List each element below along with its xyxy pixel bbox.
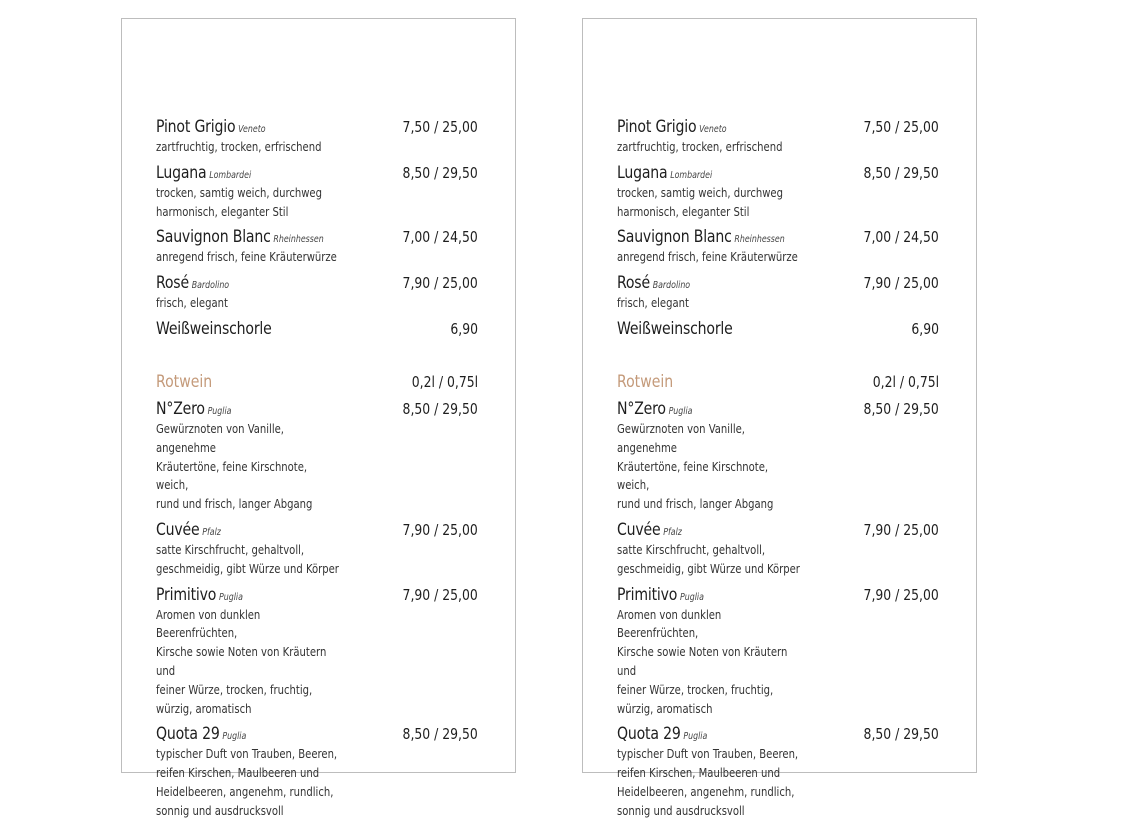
wine-origin: Puglia (668, 405, 693, 417)
wine-row (617, 273, 939, 294)
wine-description: trocken, samtig weich, durchweg harmonisch, eleganter Stil (156, 185, 322, 219)
wine-item (156, 163, 478, 222)
wine-origin: Puglia (683, 731, 708, 743)
wine-origin: Lombardei (670, 169, 713, 181)
wine-row (156, 319, 478, 340)
wine-name (156, 117, 266, 137)
wine-price: 7,90 / 25,00 (863, 585, 939, 604)
wine-description: zartfruchtig, trocken, erfrischend (617, 140, 783, 154)
wine-description: typischer Duft von Trauben, Beeren, reifen Kirschen, Maulbeeren und Heidelbeeren, angenehm, rundlich, sonnig und ausdrucksvoll (156, 747, 338, 818)
wine-price: 7,00 / 24,50 (402, 228, 478, 247)
wine-name-text: Rosé (617, 273, 650, 294)
wine-name-text: Sauvignon Blanc (617, 227, 732, 248)
wine-origin: Puglia (222, 731, 247, 743)
wine-row (156, 227, 478, 248)
wine-name-text: Lugana (156, 162, 207, 183)
wine-origin: Bardolino (191, 280, 230, 292)
wine-name-text: Weißweinschorle (156, 318, 272, 339)
wine-item (617, 520, 939, 579)
wine-price: 8,50 / 29,50 (863, 399, 939, 418)
wine-name (156, 724, 246, 744)
wine-item (617, 227, 939, 267)
wine-name (156, 319, 272, 339)
wine-item (617, 724, 939, 820)
wine-item (156, 117, 478, 157)
wine-row (617, 724, 939, 745)
wine-price: 7,50 / 25,00 (402, 118, 478, 136)
wine-description: Gewürznoten von Vanille, angenehme Kräutertöne, feine Kirschnote, weich, rund und frisch, langer Abgang (156, 421, 313, 512)
wine-name-text: Cuvée (156, 519, 200, 540)
wine-description: frisch, elegant (156, 296, 228, 311)
wine-name (156, 585, 243, 605)
wine-name (617, 117, 727, 137)
wine-name (156, 273, 229, 293)
wine-list (156, 117, 478, 827)
wine-item (617, 585, 939, 719)
wine-description: zartfruchtig, trocken, erfrischend (156, 140, 322, 154)
wine-item (617, 319, 939, 340)
wine-name-text: Lugana (617, 162, 668, 183)
wine-item (156, 399, 478, 514)
wine-item (156, 273, 478, 313)
wine-name (156, 399, 231, 419)
wine-description: Aromen von dunklen Beerenfrüchten, Kirsche sowie Noten von Kräutern und feiner Würze, trocken, fruchtig, würzig, aromatisch (156, 607, 327, 716)
wine-name-text: Weißweinschorle (617, 318, 733, 339)
wine-item (156, 319, 478, 340)
wine-price: 6,90 (450, 319, 478, 338)
wine-origin: Veneto (238, 124, 266, 135)
wine-name (617, 163, 712, 183)
wine-price: 7,90 / 25,00 (863, 520, 939, 539)
wine-origin: Puglia (679, 591, 704, 603)
wine-item (156, 724, 478, 820)
wine-row (156, 163, 478, 184)
wine-origin: Rheinhessen (734, 234, 785, 246)
wine-price: 7,90 / 25,00 (863, 274, 939, 293)
wine-item (156, 585, 478, 719)
section-header-rotwein (617, 372, 939, 399)
section-spacer (156, 346, 478, 372)
wine-row (617, 117, 939, 138)
wine-row (617, 585, 939, 606)
menu-page-right (582, 18, 977, 818)
wine-price: 7,00 / 24,50 (863, 228, 939, 247)
wine-name-text: Primitivo (156, 584, 217, 605)
wine-name (617, 227, 785, 247)
section-title: Rotwein (617, 371, 674, 392)
wine-origin: Pfalz (663, 526, 682, 538)
section-spacer (617, 346, 939, 372)
wine-description: Gewürznoten von Vanille, angenehme Kräutertöne, feine Kirschnote, weich, rund und frisch, langer Abgang (617, 421, 774, 512)
wine-name (617, 724, 707, 744)
wine-name-text: Cuvée (617, 519, 661, 540)
section-header-rotwein (156, 372, 478, 399)
wine-description: Aromen von dunklen Beerenfrüchten, Kirsche sowie Noten von Kräutern und feiner Würze, trocken, fruchtig, würzig, aromatisch (617, 607, 788, 716)
wine-description: satte Kirschfrucht, gehaltvoll, geschmeidig, gibt Würze und Körper (617, 542, 800, 576)
wine-description: anregend frisch, feine Kräuterwürze (156, 250, 337, 265)
wine-item (617, 163, 939, 222)
wine-price: 7,90 / 25,00 (402, 520, 478, 539)
wine-name (617, 585, 704, 605)
wine-name (617, 273, 690, 293)
wine-description: typischer Duft von Trauben, Beeren, reifen Kirschen, Maulbeeren und Heidelbeeren, angenehm, rundlich, sonnig und ausdrucksvoll (617, 747, 799, 818)
wine-price: 8,50 / 29,50 (863, 163, 939, 182)
wine-name (617, 399, 692, 419)
wine-price: 8,50 / 29,50 (402, 399, 478, 418)
wine-row (156, 585, 478, 606)
wine-name (156, 520, 221, 540)
wine-origin: Bardolino (652, 280, 691, 292)
wine-price: 8,50 / 29,50 (402, 725, 478, 744)
wine-name (156, 163, 251, 183)
wine-description: satte Kirschfrucht, gehaltvoll, geschmeidig, gibt Würze und Körper (156, 542, 339, 576)
wine-origin: Lombardei (209, 169, 252, 181)
section-volume: 0,2l / 0,75l (411, 372, 478, 391)
wine-item (617, 273, 939, 313)
wine-row (156, 520, 478, 541)
wine-row (156, 724, 478, 745)
wine-item (617, 399, 939, 514)
wine-description: frisch, elegant (617, 296, 689, 311)
wine-price: 8,50 / 29,50 (402, 163, 478, 182)
wine-row (617, 163, 939, 184)
wine-list (617, 117, 939, 827)
wine-row (156, 399, 478, 420)
wine-name-text: Primitivo (617, 584, 678, 605)
wine-item (156, 520, 478, 579)
wine-name-text: Pinot Grigio (156, 117, 236, 137)
wine-name-text: Rosé (156, 273, 189, 294)
menu-page-left (121, 18, 516, 818)
wine-name (617, 520, 682, 540)
wine-name-text: Quota 29 (156, 724, 220, 745)
wine-description: trocken, samtig weich, durchweg harmonisch, eleganter Stil (617, 185, 783, 219)
wine-row (617, 399, 939, 420)
wine-origin: Puglia (207, 405, 232, 417)
wine-name-text: Sauvignon Blanc (156, 227, 271, 248)
wine-origin: Pfalz (202, 526, 221, 538)
wine-name (156, 227, 324, 247)
wine-row (156, 117, 478, 138)
wine-price: 7,50 / 25,00 (863, 118, 939, 136)
wine-name-text: Pinot Grigio (617, 117, 697, 137)
wine-row (617, 227, 939, 248)
wine-price: 7,90 / 25,00 (402, 274, 478, 293)
wine-price: 7,90 / 25,00 (402, 585, 478, 604)
wine-origin: Rheinhessen (273, 234, 324, 246)
wine-row (617, 319, 939, 340)
wine-row (617, 520, 939, 541)
wine-name-text: N°Zero (617, 398, 666, 419)
section-volume: 0,2l / 0,75l (872, 372, 939, 391)
wine-origin: Veneto (699, 124, 727, 135)
section-title: Rotwein (156, 371, 213, 392)
wine-name (617, 319, 733, 339)
wine-item (156, 227, 478, 267)
wine-origin: Puglia (218, 591, 243, 603)
wine-row (156, 273, 478, 294)
wine-item (617, 117, 939, 157)
wine-name-text: Quota 29 (617, 724, 681, 745)
wine-price: 8,50 / 29,50 (863, 725, 939, 744)
wine-name-text: N°Zero (156, 398, 205, 419)
wine-price: 6,90 (911, 319, 939, 338)
wine-description: anregend frisch, feine Kräuterwürze (617, 250, 798, 265)
